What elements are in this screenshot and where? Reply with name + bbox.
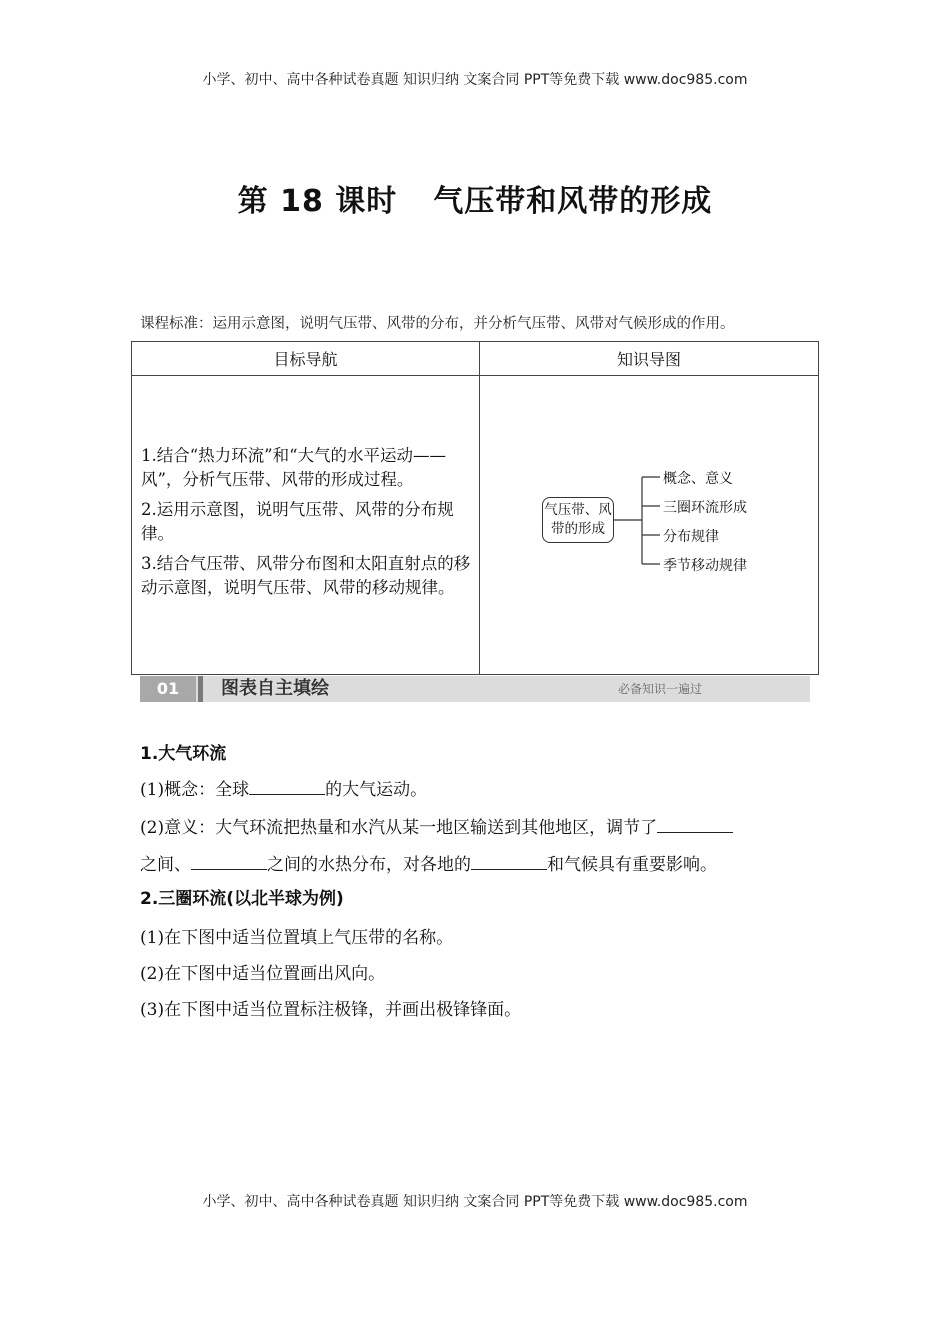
mindmap-connectors — [480, 376, 820, 674]
lesson-topic: 气压带和风带的形成 — [433, 184, 713, 219]
text-span: 的大气运动。 — [325, 780, 428, 800]
text-span: 之间、 — [140, 855, 191, 875]
section-band — [140, 676, 810, 702]
fill-blank[interactable] — [249, 779, 325, 795]
curriculum-standard: 课程标准：运用示意图，说明气压带、风带的分布，并分析气压带、风带对气候形成的作用。 — [140, 316, 735, 332]
overview-table — [131, 341, 819, 675]
goal-item: 1.结合“热力环流”和“大气的水平运动——风”，分析气压带、风带的形成过程。 — [141, 446, 447, 489]
fill-blank[interactable] — [471, 854, 547, 870]
goal-item: 2.运用示意图，说明气压带、风带的分布规律。 — [141, 500, 454, 543]
heading-three-cell: 2.三圈环流(以北半球为例) — [140, 889, 344, 909]
page-footer: 小学、初中、高中各种试卷真题 知识归纳 文案合同 PPT等免费下载 www.doc985.com — [202, 1194, 748, 1210]
mindmap-branch: 三圈环流形成 — [663, 500, 747, 516]
text-span: (1)概念：全球 — [140, 780, 250, 800]
goals-header: 目标导航 — [132, 342, 480, 376]
mindmap-center-line: 气压带、风 — [544, 502, 612, 518]
mindmap-branch: 概念、意义 — [663, 471, 733, 487]
section-divider — [198, 676, 203, 702]
mindmap-branch: 分布规律 — [663, 529, 719, 545]
significance-line-cont — [140, 850, 717, 875]
goal-item: 3.结合气压带、风带分布图和太阳直射点的移动示意图，说明气压带、风带的移动规律。 — [141, 554, 471, 597]
fill-blank[interactable] — [657, 817, 733, 833]
section-number: 01 — [140, 676, 196, 702]
definition-line — [140, 775, 427, 800]
page-title — [0, 176, 950, 220]
section-subtitle: 必备知识一遍过 — [618, 682, 703, 696]
heading-atmospheric-circulation: 1.大气环流 — [140, 744, 227, 764]
goals-cell — [132, 376, 480, 675]
task-item: (1)在下图中适当位置填上气压带的名称。 — [140, 928, 454, 948]
page-header: 小学、初中、高中各种试卷真题 知识归纳 文案合同 PPT等免费下载 www.doc985.com — [202, 72, 748, 88]
mindmap-header: 知识导图 — [480, 342, 819, 376]
section-title: 图表自主填绘 — [221, 678, 329, 699]
mindmap-cell — [480, 376, 819, 675]
lesson-number: 第 18 课时 — [237, 184, 398, 219]
fill-blank[interactable] — [191, 854, 267, 870]
text-span: (2)意义：大气环流把热量和水汽从某一地区输送到其他地区，调节了 — [140, 818, 658, 838]
task-item: (3)在下图中适当位置标注极锋，并画出极锋锋面。 — [140, 1000, 522, 1020]
mindmap-center-line: 带的形成 — [551, 521, 605, 537]
mindmap-center — [542, 497, 614, 543]
text-span: 和气候具有重要影响。 — [547, 855, 717, 875]
significance-line — [140, 813, 733, 838]
text-span: 之间的水热分布，对各地的 — [267, 855, 471, 875]
mindmap-branch: 季节移动规律 — [663, 558, 747, 574]
task-item: (2)在下图中适当位置画出风向。 — [140, 964, 386, 984]
